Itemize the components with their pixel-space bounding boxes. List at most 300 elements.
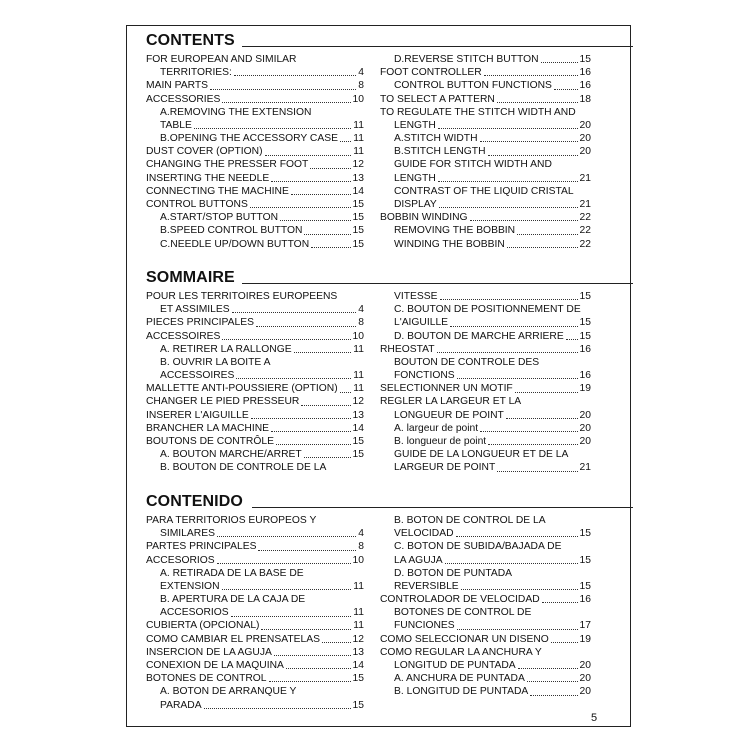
toc-entry-page: 15 bbox=[579, 330, 591, 342]
toc-entry bbox=[380, 53, 591, 66]
toc-leader-dots bbox=[470, 220, 578, 221]
toc-entry-text: MALLETTE ANTI-POUSSIERE (OPTION) bbox=[146, 383, 338, 395]
toc-entry bbox=[146, 343, 364, 356]
toc-entry-text: D. BOTON DE PUNTADA bbox=[394, 567, 513, 579]
toc-entry bbox=[380, 343, 591, 356]
toc-entry-page: 13 bbox=[352, 172, 364, 184]
toc-entry-text: CONTROL BUTTON FUNCTIONS bbox=[394, 80, 552, 92]
toc-entry bbox=[380, 672, 591, 685]
toc-entry bbox=[146, 567, 364, 580]
toc-leader-dots bbox=[542, 602, 578, 603]
toc-entry-text: FOR EUROPEAN AND SIMILAR bbox=[146, 53, 297, 65]
toc-entry bbox=[380, 185, 591, 198]
toc-entry-text: POUR LES TERRITOIRES EUROPEENS bbox=[146, 290, 338, 302]
toc-entry-page: 15 bbox=[579, 317, 591, 329]
toc-entry-page: 15 bbox=[352, 199, 364, 211]
toc-entry-page: 15 bbox=[579, 528, 591, 540]
toc-entry-text: PARA TERRITORIOS EUROPEOS Y bbox=[146, 514, 317, 526]
toc-entry bbox=[380, 369, 591, 382]
toc-entry-text: B. APERTURA DE LA CAJA DE bbox=[160, 594, 306, 606]
toc-entry bbox=[146, 356, 364, 369]
toc-entry-text: BRANCHER LA MACHINE bbox=[146, 422, 270, 434]
toc-entry-page: 22 bbox=[579, 212, 591, 224]
toc-entry-page: 4 bbox=[358, 304, 364, 316]
toc-entry-page: 20 bbox=[579, 436, 591, 448]
toc-leader-dots bbox=[265, 155, 352, 156]
toc-entry-text: A. BOTON DE ARRANQUE Y bbox=[160, 686, 297, 698]
toc-entry-text: A.STITCH WIDTH bbox=[394, 133, 478, 145]
toc-entry-page: 12 bbox=[352, 159, 364, 171]
toc-entry-page: 8 bbox=[358, 80, 364, 92]
toc-leader-dots bbox=[261, 629, 351, 630]
manual-page bbox=[126, 25, 631, 727]
toc-entry-text: A. largeur de point bbox=[394, 422, 479, 434]
toc-leader-dots bbox=[488, 155, 578, 156]
section-header bbox=[127, 268, 632, 290]
toc-leader-dots bbox=[210, 89, 356, 90]
toc-entry-text: LENGTH bbox=[394, 172, 436, 184]
toc-entry-page: 10 bbox=[352, 330, 364, 342]
toc-entry-page: 20 bbox=[579, 673, 591, 685]
toc-leader-dots bbox=[269, 681, 351, 682]
toc-entry bbox=[380, 567, 591, 580]
toc-entry-page: 15 bbox=[352, 238, 364, 250]
toc-entry-page: 19 bbox=[579, 383, 591, 395]
toc-entry-text: REGLER LA LARGEUR ET LA bbox=[380, 396, 522, 408]
toc-entry bbox=[380, 396, 591, 409]
toc-entry bbox=[380, 106, 591, 119]
toc-entry-text: REMOVING THE BOBBIN bbox=[394, 225, 516, 237]
toc-entry-text: B. BOTON DE CONTROL DE LA bbox=[394, 514, 546, 526]
toc-leader-dots bbox=[301, 405, 350, 406]
toc-entry-page: 21 bbox=[579, 462, 591, 474]
toc-leader-dots bbox=[440, 299, 578, 300]
toc-entry-page: 18 bbox=[579, 93, 591, 105]
toc-entry-text: CONNECTING THE MACHINE bbox=[146, 185, 289, 197]
toc-entry bbox=[380, 330, 591, 343]
toc-entry-page: 4 bbox=[358, 67, 364, 79]
toc-entry bbox=[146, 580, 364, 593]
toc-leader-dots bbox=[340, 392, 352, 393]
toc-entry-text: SIMILARES bbox=[160, 528, 215, 540]
toc-entry bbox=[146, 461, 364, 474]
toc-leader-dots bbox=[194, 128, 351, 129]
toc-entry bbox=[146, 672, 364, 685]
toc-leader-dots bbox=[497, 471, 577, 472]
section-title: CONTENIDO bbox=[146, 493, 243, 510]
toc-entry-text: COMO SELECCIONAR UN DISENO bbox=[380, 633, 549, 645]
toc-entry-text: DUST COVER (OPTION) bbox=[146, 146, 263, 158]
toc-leader-dots bbox=[551, 642, 578, 643]
toc-entry bbox=[380, 66, 591, 79]
toc-leader-dots bbox=[340, 141, 351, 142]
toc-entry-text: B.OPENING THE ACCESSORY CASE bbox=[160, 133, 338, 145]
toc-entry-text: ET ASSIMILES bbox=[160, 304, 230, 316]
toc-leader-dots bbox=[488, 444, 577, 445]
toc-entry-page: 15 bbox=[352, 699, 364, 711]
toc-leader-dots bbox=[439, 207, 578, 208]
toc-entry bbox=[146, 132, 364, 145]
toc-entry bbox=[146, 79, 364, 92]
toc-entry bbox=[146, 185, 364, 198]
toc-entry-page: 13 bbox=[352, 646, 364, 658]
toc-entry-text: CONTROLADOR DE VELOCIDAD bbox=[380, 594, 540, 606]
toc-entry-text: REVERSIBLE bbox=[394, 580, 459, 592]
toc-leader-dots bbox=[251, 418, 351, 419]
toc-entry bbox=[146, 211, 364, 224]
toc-entry-page: 22 bbox=[579, 238, 591, 250]
toc-leader-dots bbox=[445, 563, 578, 564]
toc-entry bbox=[146, 369, 364, 382]
toc-entry bbox=[146, 685, 364, 698]
toc-entry bbox=[146, 382, 364, 395]
toc-entry-text: MAIN PARTS bbox=[146, 80, 208, 92]
toc-entry-text: CHANGER LE PIED PRESSEUR bbox=[146, 396, 300, 408]
toc-entry-text: INSERER L'AIGUILLE bbox=[146, 409, 249, 421]
toc-entry-page: 20 bbox=[579, 146, 591, 158]
toc-entry-text: B. BOUTON DE CONTROLE DE LA bbox=[160, 462, 327, 474]
toc-entry bbox=[380, 382, 591, 395]
toc-entry-text: ACCESSORIES bbox=[146, 93, 221, 105]
toc-entry bbox=[380, 290, 591, 303]
toc-entry-page: 11 bbox=[353, 370, 364, 382]
toc-entry-text: L'AIGUILLE bbox=[394, 317, 449, 329]
toc-entry-page: 14 bbox=[352, 422, 364, 434]
toc-entry-text: B. LONGITUD DE PUNTADA bbox=[394, 686, 529, 698]
toc-entry-text: BOUTONS DE CONTRÔLE bbox=[146, 436, 274, 448]
toc-leader-dots bbox=[304, 457, 351, 458]
toc-leader-dots bbox=[566, 339, 578, 340]
toc-leader-dots bbox=[322, 642, 351, 643]
toc-leader-dots bbox=[222, 339, 350, 340]
toc-entry-text: C.NEEDLE UP/DOWN BUTTON bbox=[160, 238, 310, 250]
toc-entry-text: TO SELECT A PATTERN bbox=[380, 93, 495, 105]
toc-entry bbox=[146, 606, 364, 619]
toc-leader-dots bbox=[256, 326, 356, 327]
toc-entry-text: CONEXION DE LA MAQUINA bbox=[146, 660, 284, 672]
toc-entry bbox=[380, 646, 591, 659]
toc-entry-text: BOTONES DE CONTROL DE bbox=[394, 607, 532, 619]
toc-entry-text: VELOCIDAD bbox=[394, 528, 454, 540]
toc-entry-text: A.START/STOP BUTTON bbox=[160, 212, 279, 224]
toc-entry-text: TERRITORIES: bbox=[160, 67, 232, 79]
toc-entry-page: 11 bbox=[353, 383, 364, 395]
toc-entry-page: 17 bbox=[579, 620, 591, 632]
toc-entry bbox=[380, 593, 591, 606]
toc-entry-text: ACCESORIOS bbox=[160, 607, 229, 619]
toc-leader-dots bbox=[271, 181, 350, 182]
toc-entry-page: 15 bbox=[352, 673, 364, 685]
toc-entry bbox=[380, 448, 591, 461]
toc-entry bbox=[146, 198, 364, 211]
toc-entry-text: TO REGULATE THE STITCH WIDTH AND bbox=[380, 106, 576, 118]
toc-entry-page: 15 bbox=[579, 290, 591, 302]
toc-entry-text: ACCESORIOS bbox=[146, 554, 215, 566]
toc-leader-dots bbox=[304, 234, 350, 235]
toc-entry-page: 14 bbox=[352, 185, 364, 197]
toc-entry bbox=[380, 685, 591, 698]
toc-entry bbox=[146, 540, 364, 553]
toc-entry bbox=[146, 448, 364, 461]
toc-entry-page: 15 bbox=[352, 225, 364, 237]
toc-entry-page: 20 bbox=[579, 119, 591, 131]
toc-entry-page: 20 bbox=[579, 409, 591, 421]
toc-entry bbox=[380, 159, 591, 172]
toc-leader-dots bbox=[232, 312, 357, 313]
toc-entry-text: TABLE bbox=[160, 119, 192, 131]
toc-entry-text: EXTENSION bbox=[160, 580, 220, 592]
toc-entry-text: LONGITUD DE PUNTADA bbox=[394, 660, 516, 672]
toc-entry-text: PIECES PRINCIPALES bbox=[146, 317, 254, 329]
toc-entry bbox=[146, 93, 364, 106]
toc-leader-dots bbox=[507, 247, 578, 248]
toc-entry-text: A. ANCHURA DE PUNTADA bbox=[394, 673, 525, 685]
toc-entry bbox=[380, 79, 591, 92]
toc-entry bbox=[146, 224, 364, 237]
toc-entry bbox=[146, 119, 364, 132]
toc-entry bbox=[146, 422, 364, 435]
toc-leader-dots bbox=[457, 378, 578, 379]
toc-entry bbox=[380, 93, 591, 106]
toc-leader-dots bbox=[515, 392, 578, 393]
toc-leader-dots bbox=[457, 629, 578, 630]
toc-leader-dots bbox=[271, 431, 351, 432]
toc-entry-text: B.STITCH LENGTH bbox=[394, 146, 486, 158]
toc-leader-dots bbox=[204, 708, 351, 709]
toc-entry bbox=[146, 106, 364, 119]
toc-entry bbox=[380, 580, 591, 593]
toc-entry bbox=[380, 145, 591, 158]
toc-entry bbox=[146, 409, 364, 422]
toc-entry-page: 8 bbox=[358, 317, 364, 329]
toc-entry-page: 20 bbox=[579, 133, 591, 145]
toc-leader-dots bbox=[450, 326, 577, 327]
toc-entry-text: GUIDE FOR STITCH WIDTH AND bbox=[394, 159, 552, 171]
toc-entry-page: 4 bbox=[358, 528, 364, 540]
toc-entry-page: 12 bbox=[352, 396, 364, 408]
toc-entry-text: D. BOUTON DE MARCHE ARRIERE bbox=[394, 330, 564, 342]
toc-entry-page: 11 bbox=[353, 133, 364, 145]
toc-entry-text: CONTRAST OF THE LIQUID CRISTAL bbox=[394, 185, 574, 197]
toc-entry-text: CHANGING THE PRESSER FOOT bbox=[146, 159, 309, 171]
toc-entry-text: FONCTIONS bbox=[394, 370, 455, 382]
toc-leader-dots bbox=[506, 418, 578, 419]
toc-entry bbox=[380, 198, 591, 211]
toc-entry bbox=[380, 514, 591, 527]
toc-entry-page: 10 bbox=[352, 554, 364, 566]
toc-entry bbox=[146, 66, 364, 79]
toc-entry bbox=[146, 159, 364, 172]
toc-leader-dots bbox=[217, 536, 356, 537]
toc-entry bbox=[380, 659, 591, 672]
toc-entry-text: D.REVERSE STITCH BUTTON bbox=[394, 53, 539, 65]
toc-entry-page: 16 bbox=[579, 594, 591, 606]
toc-leader-dots bbox=[541, 62, 578, 63]
toc-entry-text: CONTROL BUTTONS bbox=[146, 199, 248, 211]
section-header bbox=[127, 492, 632, 514]
toc-entry bbox=[146, 620, 364, 633]
toc-entry-page: 13 bbox=[352, 409, 364, 421]
toc-leader-dots bbox=[480, 431, 577, 432]
toc-entry-page: 15 bbox=[579, 580, 591, 592]
toc-entry bbox=[146, 396, 364, 409]
toc-entry-page: 12 bbox=[352, 633, 364, 645]
toc-entry bbox=[380, 224, 591, 237]
toc-entry-page: 20 bbox=[579, 660, 591, 672]
page-number: 5 bbox=[591, 712, 598, 724]
toc-column-left bbox=[146, 290, 364, 475]
toc-leader-dots bbox=[276, 444, 351, 445]
toc-entry bbox=[380, 527, 591, 540]
toc-leader-dots bbox=[438, 181, 578, 182]
toc-entry-page: 16 bbox=[579, 370, 591, 382]
toc-entry bbox=[146, 172, 364, 185]
toc-entry-text: ACCESSOIRES bbox=[146, 330, 221, 342]
toc-entry-text: A. BOUTON MARCHE/ARRET bbox=[160, 449, 302, 461]
toc-entry-text: A. RETIRADA DE LA BASE DE bbox=[160, 567, 304, 579]
toc-leader-dots bbox=[291, 194, 351, 195]
toc-entry-page: 15 bbox=[579, 53, 591, 65]
toc-entry bbox=[380, 633, 591, 646]
section-title: SOMMAIRE bbox=[146, 269, 235, 286]
toc-entry-text: C. BOUTON DE POSITIONNEMENT DE bbox=[394, 304, 581, 316]
toc-leader-dots bbox=[517, 234, 577, 235]
toc-entry bbox=[146, 633, 364, 646]
toc-leader-dots bbox=[231, 616, 352, 617]
toc-entry-page: 15 bbox=[352, 449, 364, 461]
toc-entry bbox=[146, 554, 364, 567]
toc-entry bbox=[380, 316, 591, 329]
toc-entry-page: 16 bbox=[579, 80, 591, 92]
toc-leader-dots bbox=[484, 75, 578, 76]
toc-entry bbox=[380, 238, 591, 251]
toc-leader-dots bbox=[222, 102, 350, 103]
toc-entry bbox=[380, 461, 591, 474]
toc-entry bbox=[146, 593, 364, 606]
toc-column-right bbox=[380, 290, 591, 475]
toc-entry-page: 15 bbox=[352, 212, 364, 224]
toc-entry-text: DISPLAY bbox=[394, 199, 437, 211]
toc-entry-page: 22 bbox=[579, 225, 591, 237]
toc-entry bbox=[146, 435, 364, 448]
toc-leader-dots bbox=[311, 247, 350, 248]
toc-leader-dots bbox=[250, 207, 351, 208]
toc-entry-text: C. BOTON DE SUBIDA/BAJADA DE bbox=[394, 541, 562, 553]
toc-leader-dots bbox=[222, 589, 352, 590]
section-rule bbox=[242, 283, 633, 284]
toc-entry bbox=[146, 527, 364, 540]
toc-leader-dots bbox=[437, 352, 578, 353]
toc-leader-dots bbox=[480, 141, 578, 142]
toc-entry bbox=[380, 303, 591, 316]
toc-entry bbox=[146, 699, 364, 712]
toc-leader-dots bbox=[438, 128, 578, 129]
toc-leader-dots bbox=[310, 168, 350, 169]
toc-entry-page: 11 bbox=[353, 343, 364, 355]
toc-entry bbox=[146, 659, 364, 672]
toc-entry-text: PARADA bbox=[160, 699, 202, 711]
toc-entry-text: BOTONES DE CONTROL bbox=[146, 673, 267, 685]
toc-entry bbox=[380, 409, 591, 422]
toc-entry-page: 16 bbox=[579, 343, 591, 355]
toc-leader-dots bbox=[530, 695, 577, 696]
toc-entry bbox=[146, 316, 364, 329]
section-title: CONTENTS bbox=[146, 32, 235, 49]
toc-entry bbox=[146, 53, 364, 66]
toc-entry bbox=[380, 119, 591, 132]
toc-leader-dots bbox=[518, 668, 578, 669]
toc-entry bbox=[380, 554, 591, 567]
toc-entry-text: LARGEUR DE POINT bbox=[394, 462, 496, 474]
section-header bbox=[127, 31, 632, 53]
toc-entry-page: 21 bbox=[579, 199, 591, 211]
toc-entry-text: LA AGUJA bbox=[394, 554, 443, 566]
toc-entry-text: VITESSE bbox=[394, 290, 438, 302]
toc-entry-page: 14 bbox=[352, 660, 364, 672]
toc-entry-text: GUIDE DE LA LONGUEUR ET DE LA bbox=[394, 449, 569, 461]
section-rule bbox=[242, 46, 633, 47]
toc-entry-page: 8 bbox=[358, 541, 364, 553]
toc-entry-page: 21 bbox=[579, 172, 591, 184]
toc-entry-text: COMO REGULAR LA ANCHURA Y bbox=[380, 646, 542, 658]
toc-entry bbox=[380, 606, 591, 619]
toc-entry-text: PARTES PRINCIPALES bbox=[146, 541, 257, 553]
toc-leader-dots bbox=[286, 668, 351, 669]
toc-entry bbox=[380, 132, 591, 145]
toc-entry bbox=[380, 620, 591, 633]
toc-leader-dots bbox=[258, 550, 356, 551]
toc-entry-page: 10 bbox=[352, 93, 364, 105]
toc-entry-text: BOBBIN WINDING bbox=[380, 212, 468, 224]
toc-entry-page: 19 bbox=[579, 633, 591, 645]
toc-leader-dots bbox=[527, 681, 578, 682]
section-rule bbox=[252, 507, 633, 508]
toc-entry bbox=[146, 145, 364, 158]
toc-entry-text: FOOT CONTROLLER bbox=[380, 67, 482, 79]
toc-entry-text: SELECTIONNER UN MOTIF bbox=[380, 383, 513, 395]
toc-entry-text: CUBIERTA (OPCIONAL) bbox=[146, 620, 260, 632]
toc-entry-page: 11 bbox=[353, 620, 364, 632]
toc-leader-dots bbox=[294, 352, 352, 353]
toc-entry-page: 11 bbox=[353, 146, 364, 158]
toc-entry-page: 16 bbox=[579, 67, 591, 79]
toc-entry-text: A.REMOVING THE EXTENSION bbox=[160, 106, 312, 118]
toc-entry-text: INSERCION DE LA AGUJA bbox=[146, 646, 272, 658]
toc-entry-page: 15 bbox=[579, 554, 591, 566]
toc-leader-dots bbox=[217, 563, 351, 564]
toc-entry-text: BOUTON DE CONTROLE DES bbox=[394, 356, 540, 368]
toc-entry-text: FUNCIONES bbox=[394, 620, 455, 632]
toc-entry bbox=[380, 422, 591, 435]
toc-leader-dots bbox=[497, 102, 578, 103]
toc-entry-text: B. OUVRIR LA BOITE A bbox=[160, 356, 271, 368]
toc-entry-text: INSERTING THE NEEDLE bbox=[146, 172, 270, 184]
toc-leader-dots bbox=[236, 378, 351, 379]
toc-entry-page: 20 bbox=[579, 686, 591, 698]
toc-entry bbox=[380, 540, 591, 553]
toc-entry-page: 15 bbox=[352, 436, 364, 448]
toc-entry-text: A. RETIRER LA RALLONGE bbox=[160, 343, 292, 355]
toc-column-left bbox=[146, 53, 364, 251]
toc-leader-dots bbox=[280, 220, 350, 221]
toc-leader-dots bbox=[554, 89, 578, 90]
toc-entry-text: LONGUEUR DE POINT bbox=[394, 409, 504, 421]
toc-entry-text: WINDING THE BOBBIN bbox=[394, 238, 505, 250]
toc-entry bbox=[146, 330, 364, 343]
toc-column-right bbox=[380, 514, 591, 699]
toc-leader-dots bbox=[234, 75, 356, 76]
toc-entry-text: ACCESSOIRES bbox=[160, 370, 235, 382]
